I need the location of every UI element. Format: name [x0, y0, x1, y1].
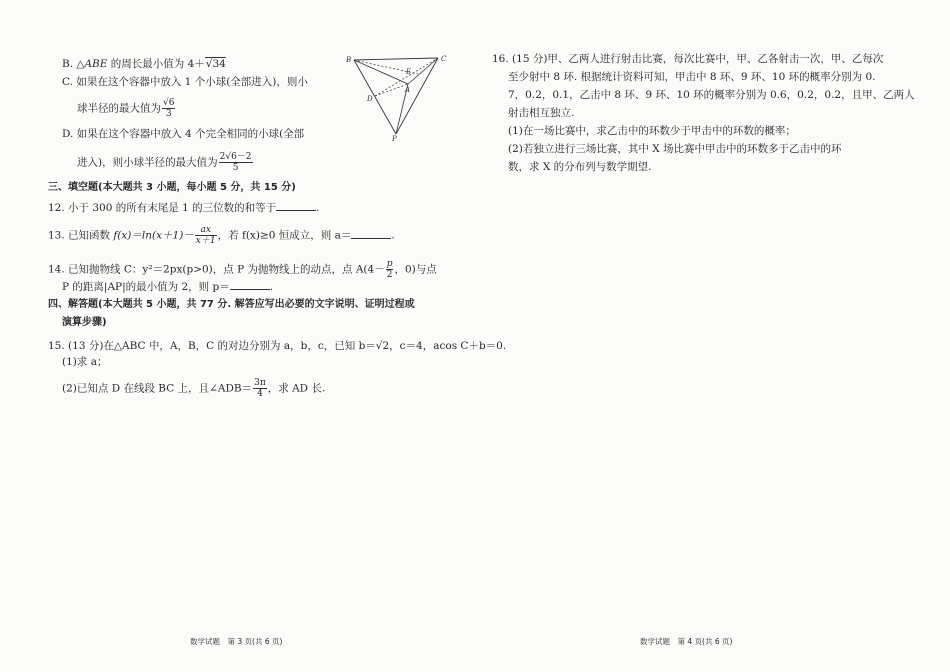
question-16-line1: 16. (15 分)甲、乙两人进行射击比赛，每次比赛中，甲、乙各射击一次，甲、乙每次 [492, 53, 884, 65]
sqrt-34: √34 [205, 58, 226, 70]
option-c-text: 球半径的最大值为 [77, 102, 161, 115]
question-13-fraction: $\frac{ax}{x+1}$ [195, 225, 216, 246]
answer-blank-14 [230, 279, 270, 290]
question-15-stem: 15. (13 分)在△ABC 中，A，B，C 的对边分别为 a，b，c，已知 b＝√2，c＝4，acos C＋b＝0. [48, 340, 507, 352]
question-14-fraction: $\frac{p}{2}$ [386, 259, 393, 280]
page-4-footer: 数学试题 第 4 页(共 6 页) [640, 637, 733, 646]
label-p: P [392, 135, 397, 142]
option-d-text: 进入)，则小球半径的最大值为 [77, 156, 218, 169]
option-b [62, 57, 226, 71]
option-c-fraction: $\frac{√6}{3}$ [163, 98, 175, 119]
question-14-line2: P 的距离|AP|的最小值为 2，则 p＝ . [62, 281, 274, 293]
label-a: A [405, 86, 411, 94]
section-3-heading: 三、填空题(本大题共 3 小题，每小题 5 分，共 15 分) [48, 182, 296, 193]
label-e: E [406, 68, 412, 76]
question-12: 12. 小于 300 的所有末尾是 1 的三位数的和等于 . [48, 202, 320, 214]
section-4-heading: 四、解答题(本大题共 5 小题，共 77 分. 解答应写出必要的文字说明、证明过程或 [48, 299, 415, 310]
option-b-triangle: ABE [84, 58, 108, 70]
question-16-part2-cont: 数，求 X 的分布列与数学期望. [508, 161, 652, 173]
option-b-prefix: B. △ [62, 58, 85, 70]
option-d-line1: D. 如果在这个容器中放入 4 个完全相同的小球(全部 [62, 128, 305, 140]
option-c-line2 [77, 98, 176, 119]
question-16-part1: (1)在一场比赛中，求乙击中的环数少于甲击中的环数的概率； [508, 125, 796, 137]
option-d-line2 [77, 152, 254, 173]
question-16-line4: 射击相互独立. [508, 107, 575, 119]
option-b-text: 的周长最小值为 4＋ [107, 58, 205, 70]
option-c-line1: C. 如果在这个容器中放入 1 个小球(全部进入)，则小 [62, 76, 308, 88]
question-15-part2: (2)已知点 D 在线段 BC 上，且∠ADB＝ $\frac{3\pi}{4}$ ，求 AD 长. [62, 378, 326, 399]
question-14-line1: 14. 已知抛物线 C：y²＝2px(p>0)，点 P 为抛物线上的动点，点 A(4－ $\frac{p}{2}$ ，0)与点 [48, 259, 437, 280]
page-3-footer: 数学试题 第 3 页(共 6 页) [190, 637, 283, 646]
question-15-part1: (1)求 a； [62, 356, 108, 368]
label-d: D [367, 95, 373, 103]
question-16-part2: (2)若独立进行三场比赛，其中 X 场比赛中甲击中的环数多于乙击中的环 [508, 143, 842, 155]
question-16-line2: 至少射中 8 环. 根据统计资料可知，甲击中 8 环、9 环、10 环的概率分别为 0. [508, 71, 876, 83]
question-15-fraction: $\frac{3\pi}{4}$ [254, 378, 266, 399]
answer-blank-12 [276, 200, 316, 211]
tetrahedron-figure [340, 50, 450, 142]
answer-blank-13 [351, 228, 391, 239]
question-13: 13. 已知函数 f(x)＝ln(x＋1)－ $\frac{ax}{x+1}$ ，若 f(x)≥0 恒成立，则 a＝ . [48, 225, 395, 246]
option-d-fraction: $\frac{2√6-2}{5}$ [219, 152, 252, 173]
label-c: C [441, 55, 447, 63]
section-4-heading-cont: 演算步骤) [62, 317, 107, 328]
label-b: B [346, 56, 352, 64]
question-16-line3: 7，0.2，0.1，乙击中 8 环、9 环、10 环的概率分别为 0.6，0.2，0.2，且甲、乙两人 [508, 89, 915, 101]
